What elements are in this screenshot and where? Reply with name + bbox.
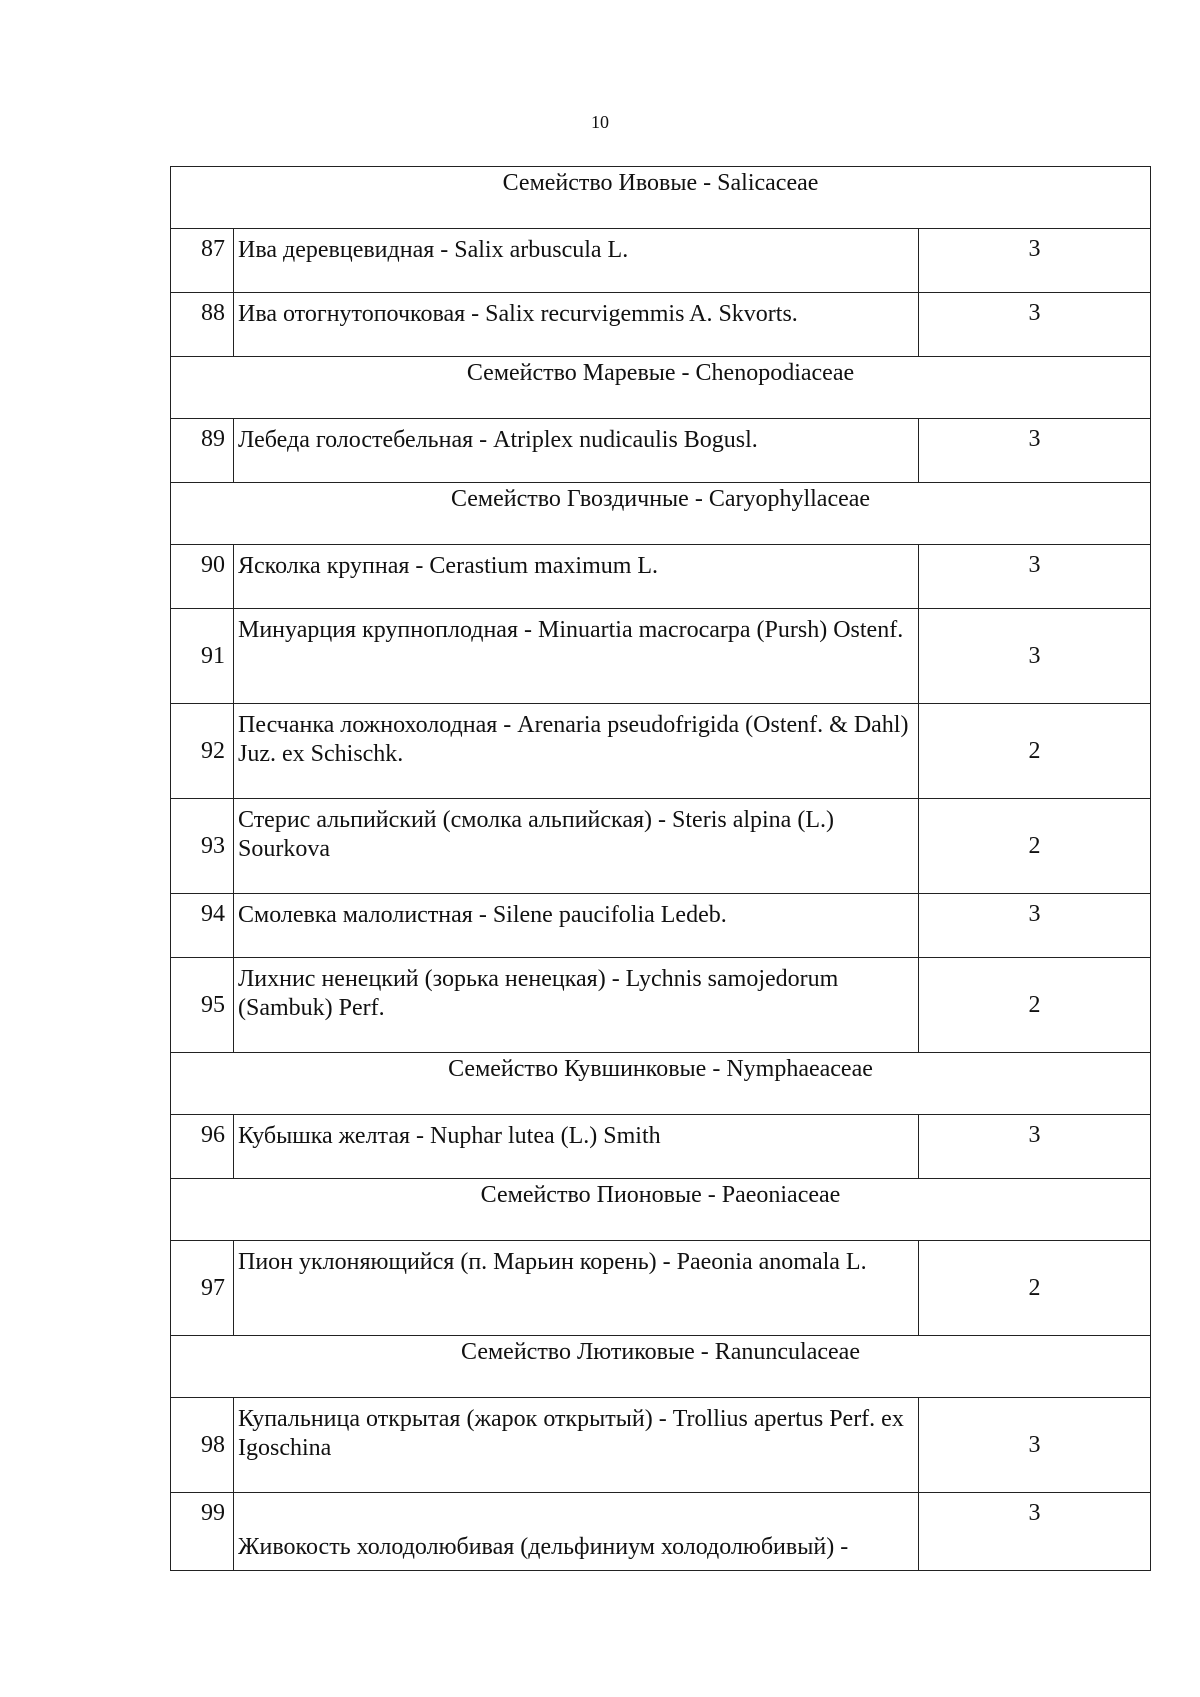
rarity-category: 3 xyxy=(919,1115,1151,1179)
species-name: Купальница открытая (жарок открытый) - Trollius apertus Perf. ex Igoschina xyxy=(234,1398,919,1493)
table-row xyxy=(171,1241,1151,1336)
family-row xyxy=(171,357,1151,419)
species-number: 98 xyxy=(171,1398,234,1493)
page-number: 10 xyxy=(591,112,609,132)
family-row xyxy=(171,1336,1151,1398)
species-number: 97 xyxy=(171,1241,234,1336)
table-row xyxy=(171,293,1151,357)
family-row xyxy=(171,1179,1151,1241)
table-row xyxy=(171,609,1151,704)
rarity-category: 3 xyxy=(919,894,1151,958)
rarity-category: 2 xyxy=(919,1241,1151,1336)
rarity-category: 2 xyxy=(919,958,1151,1053)
rarity-category: 3 xyxy=(919,545,1151,609)
table-row xyxy=(171,958,1151,1053)
species-name: Лебеда голостебельная - Atriplex nudicaulis Bogusl. xyxy=(234,419,919,483)
rarity-category: 2 xyxy=(919,799,1151,894)
table-row xyxy=(171,894,1151,958)
family-name: Семейство Ивовые - Salicaceae xyxy=(171,167,1151,229)
species-name: Ясколка крупная - Cerastium maximum L. xyxy=(234,545,919,609)
rarity-category: 3 xyxy=(919,1493,1151,1571)
family-row xyxy=(171,1053,1151,1115)
family-name: Семейство Маревые - Chenopodiaceae xyxy=(171,357,1151,419)
family-name: Семейство Гвоздичные - Caryophyllaceae xyxy=(171,483,1151,545)
table-row xyxy=(171,545,1151,609)
table-row xyxy=(171,1115,1151,1179)
species-number: 89 xyxy=(171,419,234,483)
species-number: 88 xyxy=(171,293,234,357)
species-number: 93 xyxy=(171,799,234,894)
species-number: 91 xyxy=(171,609,234,704)
species-name: Кубышка желтая - Nuphar lutea (L.) Smith xyxy=(234,1115,919,1179)
species-table xyxy=(170,166,1151,1571)
table-row xyxy=(171,704,1151,799)
rarity-category: 3 xyxy=(919,229,1151,293)
species-name: Пион уклоняющийся (п. Марьин корень) - Paeonia anomala L. xyxy=(234,1241,919,1336)
species-name: Лихнис ненецкий (зорька ненецкая) - Lychnis samojedorum (Sambuk) Perf. xyxy=(234,958,919,1053)
table-row xyxy=(171,799,1151,894)
species-name: Минуарция крупноплодная - Minuartia macrocarpa (Pursh) Ostenf. xyxy=(234,609,919,704)
species-name: Ива деревцевидная - Salix arbuscula L. xyxy=(234,229,919,293)
species-name: Ива отогнутопочковая - Salix recurvigemmis A. Skvorts. xyxy=(234,293,919,357)
species-name: Песчанка ложнохолодная - Arenaria pseudofrigida (Ostenf. & Dahl) Juz. ex Schischk. xyxy=(234,704,919,799)
species-name: Стерис альпийский (смолка альпийская) - Steris alpina (L.) Sourkova xyxy=(234,799,919,894)
table-row xyxy=(171,419,1151,483)
rarity-category: 3 xyxy=(919,419,1151,483)
species-number: 99 xyxy=(171,1493,234,1571)
rarity-category: 3 xyxy=(919,1398,1151,1493)
rarity-category: 3 xyxy=(919,609,1151,704)
species-number: 96 xyxy=(171,1115,234,1179)
table-row xyxy=(171,1493,1151,1571)
table-row xyxy=(171,1398,1151,1493)
species-number: 92 xyxy=(171,704,234,799)
species-number: 90 xyxy=(171,545,234,609)
family-row xyxy=(171,483,1151,545)
family-name: Семейство Пионовые - Paeoniaceae xyxy=(171,1179,1151,1241)
species-number: 94 xyxy=(171,894,234,958)
species-number: 95 xyxy=(171,958,234,1053)
table-row xyxy=(171,229,1151,293)
rarity-category: 3 xyxy=(919,293,1151,357)
family-row xyxy=(171,167,1151,229)
family-name: Семейство Кувшинковые - Nymphaeaceae xyxy=(171,1053,1151,1115)
family-name: Семейство Лютиковые - Ranunculaceae xyxy=(171,1336,1151,1398)
species-name: Живокость холодолюбивая (дельфиниум холодолюбивый) - xyxy=(234,1493,919,1571)
species-number: 87 xyxy=(171,229,234,293)
rarity-category: 2 xyxy=(919,704,1151,799)
species-name: Смолевка малолистная - Silene paucifolia Ledeb. xyxy=(234,894,919,958)
